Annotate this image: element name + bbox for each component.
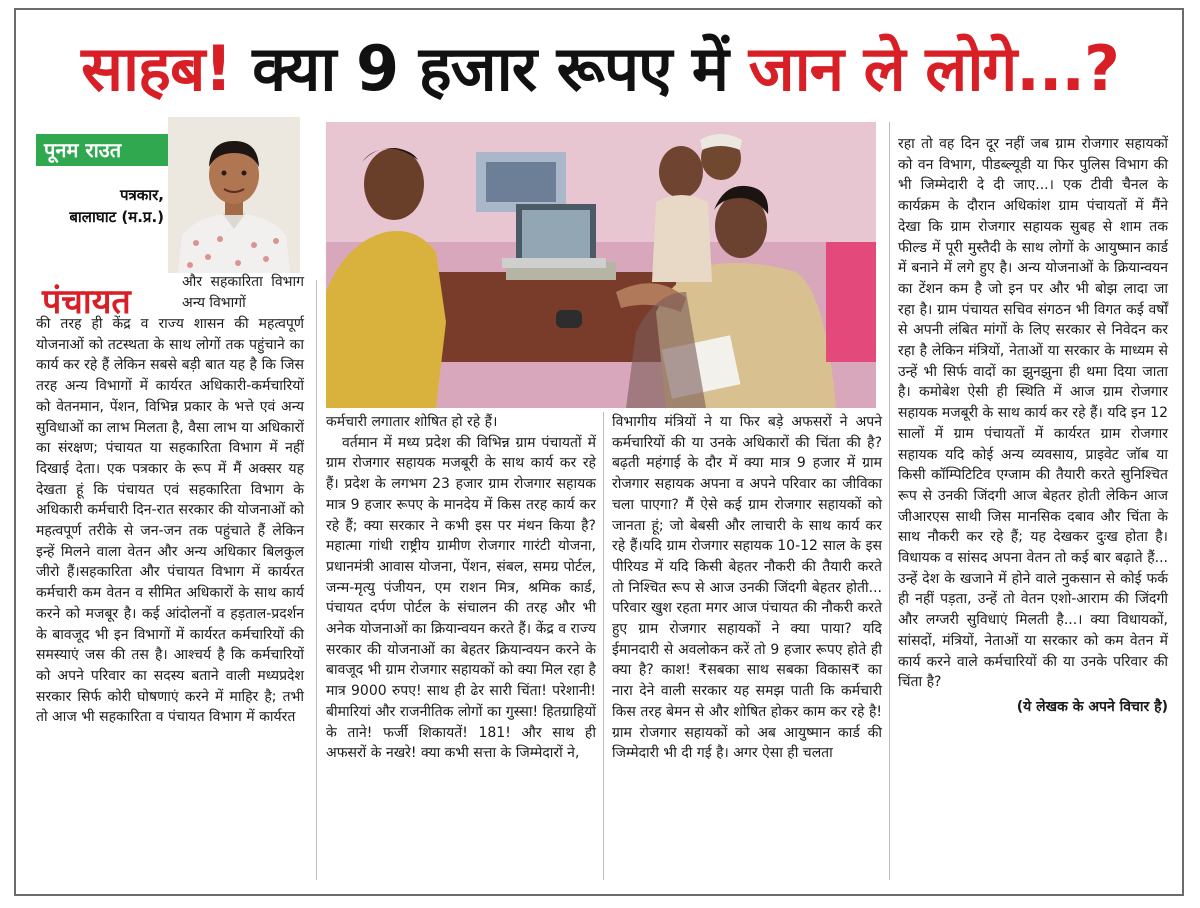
- article-col1-top-text: और सहकारिता विभाग अन्य विभागों: [182, 274, 304, 311]
- article-column-1: [36, 314, 304, 728]
- column-divider-3: [889, 122, 890, 880]
- author-role-line-2: बालाघाट (म.प्र.): [69, 208, 164, 226]
- article-column-3: [612, 412, 882, 764]
- headline-part-3: जान ले लोगे...?: [748, 32, 1119, 105]
- article-column-4: [898, 134, 1168, 718]
- article-col2-first-line: कर्मचारी लगातार शोषित हो रहे हैं।: [326, 414, 498, 430]
- author-photo-illustration: [168, 117, 300, 273]
- article-column-2: [326, 412, 596, 764]
- headline: [20, 24, 1180, 114]
- article-col3-text: विभागीय मंत्रियों ने या फिर बड़े अफसरों ने अपने कर्मचारियों की या उनके अधिकारों की चिंता की है? बढ़ती महंगाई के दौर में क्या मात्र 9 हजार में ग्राम रोजगार सहायक अपना व अपने परिवार का जीविका चला पाएगा? मैं ऐसे कई ग्राम रोजगार सहायकों को जानता हूं; जो बेबसी और लाचारी के साथ कार्य कर रहे हैं।यदि ग्राम रोजगार सहायक 10-12 साल के इस पीरियड में यदि किसी बेहतर नौकरी की तैयारी करते तो निश्चित रूप से आज उनकी जिंदगी बेहतर होती... परिवार खुश रहता मगर आज पंचायत की नौकरी करते हुए ग्राम रोजगार सहायकों ने क्या पाया? यदि ईमानदारी से अवलोकन करें तो 9 हजार रूपए होते ही क्या है? काश! ₹सबका साथ सबका विकास₹ का नारा देने वाली सरकार यह समझ पाती कि कर्मचारी किस तरह बेमन से और शोषित होकर काम कर रहे है! ग्राम रोजगार सहायकों को अब आयुष्मान कार्ड की जिम्मेदारी भी दी गई है। अगर ऐसा ही चलता: [612, 414, 882, 762]
- article-column-1-top: [168, 272, 304, 313]
- article-col4-text: रहा तो वह दिन दूर नहीं जब ग्राम रोजगार सहायकों को वन विभाग, पीडब्ल्यूडी या फिर पुलिस विभाग की भी जिम्मेदारी दे दी जाए...। एक टीवी चैनल के कार्यक्रम के दौरान अधिकांश ग्राम पंचायतों में मैंने देखा कि ग्राम रोजगार सहायक सुबह से शाम तक फील्ड में पूरी मुस्तैदी के साथ लोगों के आयुष्मान कार्ड में बनाने में लगे हुए है। अन्य योजनाओं के क्रियान्वयन का टेंशन कम है जो इन पर और भी बोझ लादा जा रहा है। ग्राम पंचायत सचिव संगठन भी विगत कई वर्षों से अपनी लंबित मांगों के लिए सरकार से निवेदन कर रहा है लेकिन मंत्रियों, नेताओं या सरकार के माध्यम से उन्हें भी सिर्फ वादों का झुनझुना ही थमा दिया जाता है। कमोबेश ऐसी ही स्थिति में आज ग्राम रोजगार सहायक मजबूरी के साथ कार्य कर रहे हैं। यदि इन 12 सालों में ग्राम पंचायतों में कार्यरत ग्राम रोजगार सहायक यदि कोई अन्य व्यवसाय, प्राइवेट जॉब या किसी कॉम्पिटिटिव एग्जाम की तैयारी करते सुनिश्चित रूप से उनकी जिंदगी आज बेहतर होती लेकिन आज जीआरएस साथी जिस मानसिक दबाव और चिंता के साथ नौकरी कर रहे हैं; यह देखकर दुःख होता है। विधायक व सांसद अपना वेतन तो कई बार बढ़ाते हैं... उन्हें देश के खजाने में होने वाले नुकसान से कोई फर्क ही नहीं पड़ता, उन्हें तो वेतन एशो-आराम की जिंदगी और लग्जरी सुविधाएं मिलती है...। क्या विधायकों, सांसदों, मंत्रियों, नेताओं या सरकार को कम वेतन में कार्य करने वाले कर्मचारियों की या उनके परिवार की चिंता है?: [898, 136, 1168, 691]
- headline-part-1: साहब!: [81, 32, 232, 105]
- author-signoff: (ये लेखक के अपने विचार है): [1016, 698, 1168, 715]
- article-col2-text: वर्तमान में मध्य प्रदेश की विभिन्न ग्राम पंचायतों में ग्राम रोजगार सहायक मजबूरी के साथ कार्य कर रहे हैं। प्रदेश के लगभग 23 हजार ग्राम रोजगार सहायक मात्र 9 हजार रूपए के मानदेय में किस तरह कार्य कर रहे हैं; क्या सरकार ने कभी इस पर मंथन किया है? महात्मा गांधी राष्ट्रीय ग्रामीण रोजगार गारंटी योजना, प्रधानमंत्री आवास योजना, पेंशन, संबल, समग्र पोर्टल, जन्म-मृत्यु पंजीयन, एम राशन मित्र, श्रमिक कार्ड, पंचायत दर्पण पोर्टल के संचालन की तरह और भी अनेक योजनाओं का क्रियान्वयन करते हैं। केंद्र व राज्य सरकार की योजनाओं का बेहतर क्रियान्वयन करने के बावजूद भी ग्राम रोजगार सहायकों को क्या मिल रहा है मात्र 9000 रुपए! साथ ही ढेर सारी चिंता! परेशानी! बीमारियां और राजनीतिक लोगों का गुस्सा! हितग्राहियों के ताने! फर्जी शिकायतें! 181! और साथ ही अफसरों के नखरे! क्या कभी सत्ता के जिम्मेदारों ने,: [326, 434, 596, 762]
- dropcap-word: पंचायत: [42, 282, 131, 322]
- author-name: पूनम राउत: [44, 138, 122, 162]
- column-divider-2: [603, 412, 604, 880]
- author-role-line-1: पत्रकार,: [119, 186, 164, 204]
- column-divider-1: [316, 280, 317, 880]
- article-photo: [326, 122, 876, 408]
- article-col1-text: की तरह ही केंद्र व राज्य शासन की महत्वपूर्ण योजनाओं को तटस्थता के साथ लोगों तक पहुंचाने का कार्य कर रहे हैं लेकिन सबसे बड़ी बात यह है कि जिस तरह अन्य विभागों में कार्यरत अधिकारी-कर्मचारियों को वेतनमान, पेंशन, विभिन्न प्रकार के भत्ते एवं अन्य सुविधाओं का लाभ मिलता है, वैसा लाभ या अधिकारों का संरक्षण; पंचायत या सहकारिता विभाग में नहीं दिखाई देता। एक पत्रकार के रूप में मैं अक्सर यह देखता हूं कि पंचायत एवं सहकारिता विभाग के अधिकारी कर्मचारी दिन-रात सरकार की योजनाओं को महत्वपूर्ण तरीके से जन-जन तक पहुंचाते हैं लेकिन इन्हें मिलने वाला वेतन और अन्य अधिकार बिलकुल जीरो हैं।सहकारिता और पंचायत विभाग में कार्यरत कर्मचारी कम वेतन व सीमित अधिकारों के साथ कार्य करने को मजबूर है। कई आंदोलनों व हड़ताल-प्रदर्शन के बावजूद भी इन विभागों में कार्यरत कर्मचारियों की समस्याएं जस की तस है। आश्चर्य है कि कर्मचारियों को अपने परिवार का सदस्य बताने वाली मध्यप्रदेश सरकार सिर्फ कोरी घोषणाएं करने में माहिर है; तभी तो आज भी सहकारिता व पंचायत विभाग में कार्यरत: [36, 316, 304, 726]
- author-photo: [168, 117, 300, 273]
- headline-part-2: क्या 9 हजार रूपए में: [252, 32, 729, 105]
- office-scene-illustration: [326, 122, 876, 408]
- author-role: [40, 184, 164, 228]
